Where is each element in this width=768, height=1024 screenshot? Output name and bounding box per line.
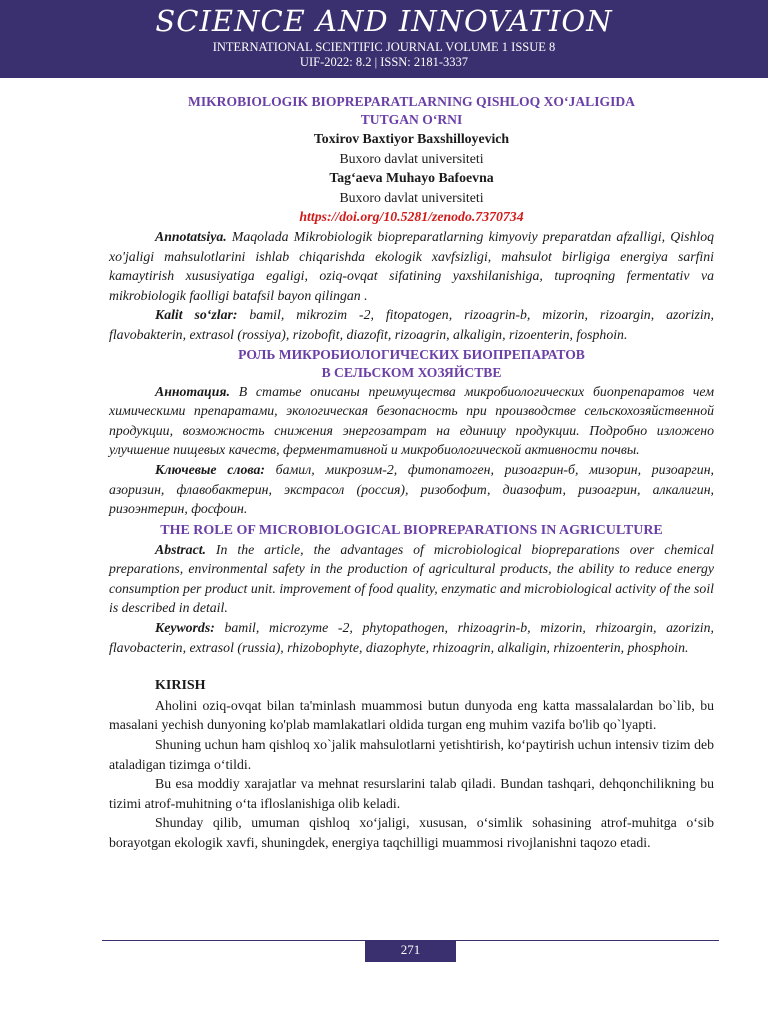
title-ru-line2: В СЕЛЬСКОМ ХОЗЯЙСТВЕ [321, 364, 502, 380]
body-paragraph: Shunday qilib, umuman qishloq xo‘jaligi, xususan, o‘simlik sohasining atrof-muhitga o‘sib borayotgan ekologik xavfi, shuningdek, energiya taqchilligi muammosi rivojlanishni taqozo etadi. [109, 815, 714, 850]
author-name-1: Toxirov Baxtiyor Baxshilloyevich [313, 131, 510, 146]
body-paragraph: Shuning uchun ham qishloq xo`jalik mahsulotlarni yetishtirish, ko‘paytirish uchun intensiv tizim deb ataladigan tizimga o‘tildi. [109, 737, 714, 772]
keywords-ru-text: бамил, микрозим-2, фитопатоген, ризоагрин-б, мизорин, ризоаргин, азоризин, флавобактерин, экстрасол (россия), ризобофит, диазофит, ризоагрин, алкалигин, ризоэнтерин, фосфоин. [109, 461, 714, 517]
annotation-uz-label: Annotatsiya. [155, 228, 227, 244]
title-uz-line1: MIKROBIOLOGIK BIOPREPARATLARNING QISHLOQ XO‘JALIGIDA [187, 94, 635, 109]
article-body [109, 93, 714, 853]
annotation-uz-text: Maqolada Mikrobiologik biopreparatlarning kimyoviy preparatdan afzalligi, Qishloq xo'jaligi mahsulotlarini ishlab chiqarishda ekologik xavfsizligi, mahsulot birligiga energiya sarfini kamaytirish xususiyatiga egaligi, oziq-ovqat sifatining yaxshilanishiga, tuproqning fermentativ va mikrobiologik faolligi batafsil bayon qilingan . [109, 228, 714, 303]
article-title-uz [109, 93, 714, 129]
annotation-uz [109, 227, 714, 305]
doi-link[interactable]: https://doi.org/10.5281/zenodo.7370734 [299, 209, 524, 225]
journal-subtitle: INTERNATIONAL SCIENTIFIC JOURNAL VOLUME 1 ISSUE 8 [212, 40, 556, 54]
keywords-en [109, 618, 714, 657]
keywords-uz-label: Kalit so‘zlar: [155, 307, 238, 323]
title-uz-line2: TUTGAN O‘RNI [360, 112, 463, 127]
keywords-ru [109, 460, 714, 519]
journal-header [0, 0, 768, 78]
keywords-en-text: bamil, microzyme -2, phytopathogen, rhizoagrin-b, mizorin, rhizoargin, azorizin, flavobacterin, extrasol (russia), rhizobophyte, diazophyte, rhizoagrin, alkaligin, rhizoenterin, phosphoin. [109, 620, 714, 655]
keywords-ru-label: Ключевые слова: [155, 461, 265, 477]
article-title-ru [109, 346, 714, 382]
keywords-en-label: Keywords: [155, 620, 215, 636]
article-title-en: THE ROLE OF MICROBIOLOGICAL BIOPREPARATIONS IN AGRICULTURE [160, 522, 663, 538]
section-heading: KIRISH [155, 678, 206, 694]
annotation-ru [109, 382, 714, 460]
author-affiliation-2: Buxoro davlat universiteti [339, 189, 484, 205]
title-ru-line1: РОЛЬ МИКРОБИОЛОГИЧЕСКИХ БИОПРЕПАРАТОВ [238, 346, 585, 362]
keywords-uz-text: bamil, mikrozim -2, fitopatogen, rizoagrin-b, mizorin, rizoargin, azorizin, flavobakterin, extrasol (rossiya), rizobofit, diazofit, rizoagrin, alkaligin, rizoenterin, fosphoin. [109, 307, 715, 342]
page-number: 271 [365, 940, 456, 962]
annotation-ru-text: В статье описаны преимущества микробиологических биопрепаратов чем химическими препаратами, экологическая безопасность при производстве сельскохозяйственной продукции, возможность снижения энергозатрат на единицу продукции. Подробно изложено улучшение пищевых качеств, ферментативной и микробиологической активности почвы. [109, 383, 714, 458]
author-name-2: Tag‘aeva Muhayo Bafoevna [329, 170, 494, 186]
body-paragraph: Aholini oziq-ovqat bilan ta'minlash muammosi butun dunyoda eng katta massalalardan bo`lib, bu masalani yechish dunyoning ko'plab mamlakatlari oldida turgan eng muhim vazifa bo'lib qo`lyapti. [109, 697, 714, 733]
body-paragraph: Bu esa moddiy xarajatlar va mehnat resurslarini talab qiladi. Bundan tashqari, dehqonchilikning bu tizimi atrof-muhitning o‘ta ifloslanishiga olib keladi. [109, 776, 714, 811]
abstract-en-label: Abstract. [155, 541, 206, 557]
abstract-en-text: In the article, the advantages of microbiological biopreparations over chemical preparations, environmental safety in the production of agricultural products, the ability to reduce energy consumption per product unit. improvement of food quality, enzymatic and microbiological activity of the soil is described in detail. [109, 541, 714, 616]
author-affiliation-1: Buxoro davlat universiteti [339, 150, 484, 166]
journal-title: SCIENCE AND INNOVATION [155, 4, 613, 38]
journal-issn: UIF-2022: 8.2 | ISSN: 2181-3337 [299, 55, 469, 69]
abstract-en [109, 540, 714, 618]
keywords-uz [109, 305, 714, 344]
annotation-ru-label: Аннотация. [155, 383, 230, 399]
